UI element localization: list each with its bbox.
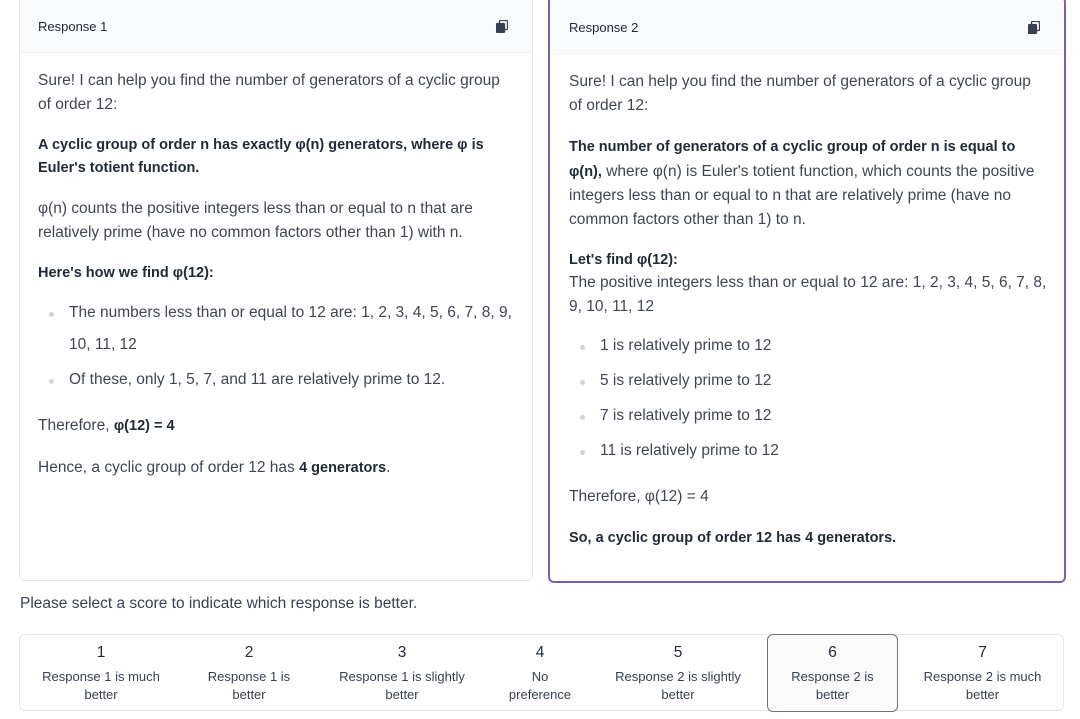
conclusion-value: 4 generators: [299, 460, 387, 476]
response-1-phi-definition: φ(n) counts the positive integers less than or equal to n that are relatively prime (have no common factors other than 1) with n.: [38, 200, 473, 241]
response-2-find-text: The positive integers less than or equal to 12 are: 1, 2, 3, 4, 5, 6, 7, 8, 9, 10, 11, 12: [569, 274, 1047, 315]
score-option-3[interactable]: [320, 635, 484, 712]
score-option-2[interactable]: [190, 635, 308, 712]
response-2-intro: Sure! I can help you find the number of generators of a cyclic group of order 12:: [569, 73, 1031, 114]
score-option-4[interactable]: [495, 635, 585, 712]
definition-rest: where φ(n) is Euler's totient function, which counts the positive integers less than or equal to n that are relatively prime (have no common factors other than 1) to n.: [569, 162, 1035, 228]
score-number: 7: [978, 644, 987, 661]
response-1-intro: Sure! I can help you find the number of generators of a cyclic group of order 12:: [38, 72, 500, 113]
response-1-bullet-list: [38, 297, 514, 396]
response-2-card: [548, 0, 1066, 583]
score-option-6[interactable]: [767, 634, 898, 712]
response-2-title: Response 2: [569, 20, 639, 35]
therefore-prefix: Therefore,: [38, 416, 114, 434]
response-2-find-heading: Let's find φ(12):: [569, 252, 678, 268]
list-item: Of these, only 1, 5, 7, and 11 are relatively prime to 12.: [38, 364, 514, 396]
response-1-card: [19, 0, 533, 581]
response-1-statement: A cyclic group of order n has exactly φ(n) generators, where φ is Euler's totient function.: [38, 137, 484, 176]
response-1-therefore: [38, 414, 514, 439]
list-item: 1 is relatively prime to 12: [569, 330, 1048, 362]
score-label: No preference: [508, 669, 572, 702]
response-2-find-block: [569, 249, 1048, 318]
score-option-1[interactable]: [20, 635, 182, 712]
score-label: Response 2 is much better: [923, 669, 1042, 702]
score-number: 1: [96, 644, 106, 661]
response-2-bullet-list: [569, 330, 1048, 467]
response-1-howto-heading: Here's how we find φ(12):: [38, 265, 214, 281]
response-2-body: [550, 54, 1064, 549]
score-label: Response 1 is better: [207, 669, 291, 702]
conclusion-suffix: .: [386, 459, 391, 476]
list-item: 5 is relatively prime to 12: [569, 365, 1048, 397]
definition-bold: The number of generators of a cyclic group of order n is equal to φ(n),: [569, 139, 1016, 180]
conclusion-prefix: Hence, a cyclic group of order 12 has: [38, 459, 300, 476]
response-2-definition: [569, 135, 1048, 231]
score-number: 4: [535, 644, 545, 661]
response-1-title: Response 1: [38, 19, 108, 34]
list-item: 7 is relatively prime to 12: [569, 400, 1048, 432]
score-scale: [19, 634, 1064, 711]
score-label: Response 2 is slightly better: [615, 669, 741, 702]
response-2-conclusion: So, a cyclic group of order 12 has 4 generators.: [569, 529, 897, 546]
score-number: 6: [828, 644, 837, 661]
score-prompt: Please select a score to indicate which response is better.: [20, 595, 418, 612]
therefore-value: φ(12) = 4: [113, 417, 175, 434]
copy-icon[interactable]: [1028, 21, 1042, 35]
response-1-body: [20, 53, 532, 481]
response-2-header: [550, 0, 1064, 54]
score-option-5[interactable]: [600, 635, 756, 712]
list-item: The numbers less than or equal to 12 are: 1, 2, 3, 4, 5, 6, 7, 8, 9, 10, 11, 12: [38, 297, 514, 361]
response-1-conclusion: [38, 456, 514, 481]
score-label: Response 1 is much better: [42, 669, 160, 702]
score-option-7[interactable]: [910, 635, 1055, 712]
list-item: 11 is relatively prime to 12: [569, 435, 1048, 467]
response-1-header: [20, 0, 532, 53]
score-label: Response 2 is better: [791, 669, 874, 702]
score-label: Response 1 is slightly better: [339, 669, 465, 702]
score-number: 5: [673, 644, 683, 661]
response-2-therefore: Therefore, φ(12) = 4: [569, 488, 709, 505]
score-number: 2: [244, 644, 254, 661]
score-number: 3: [397, 644, 407, 661]
copy-icon[interactable]: [496, 20, 510, 34]
